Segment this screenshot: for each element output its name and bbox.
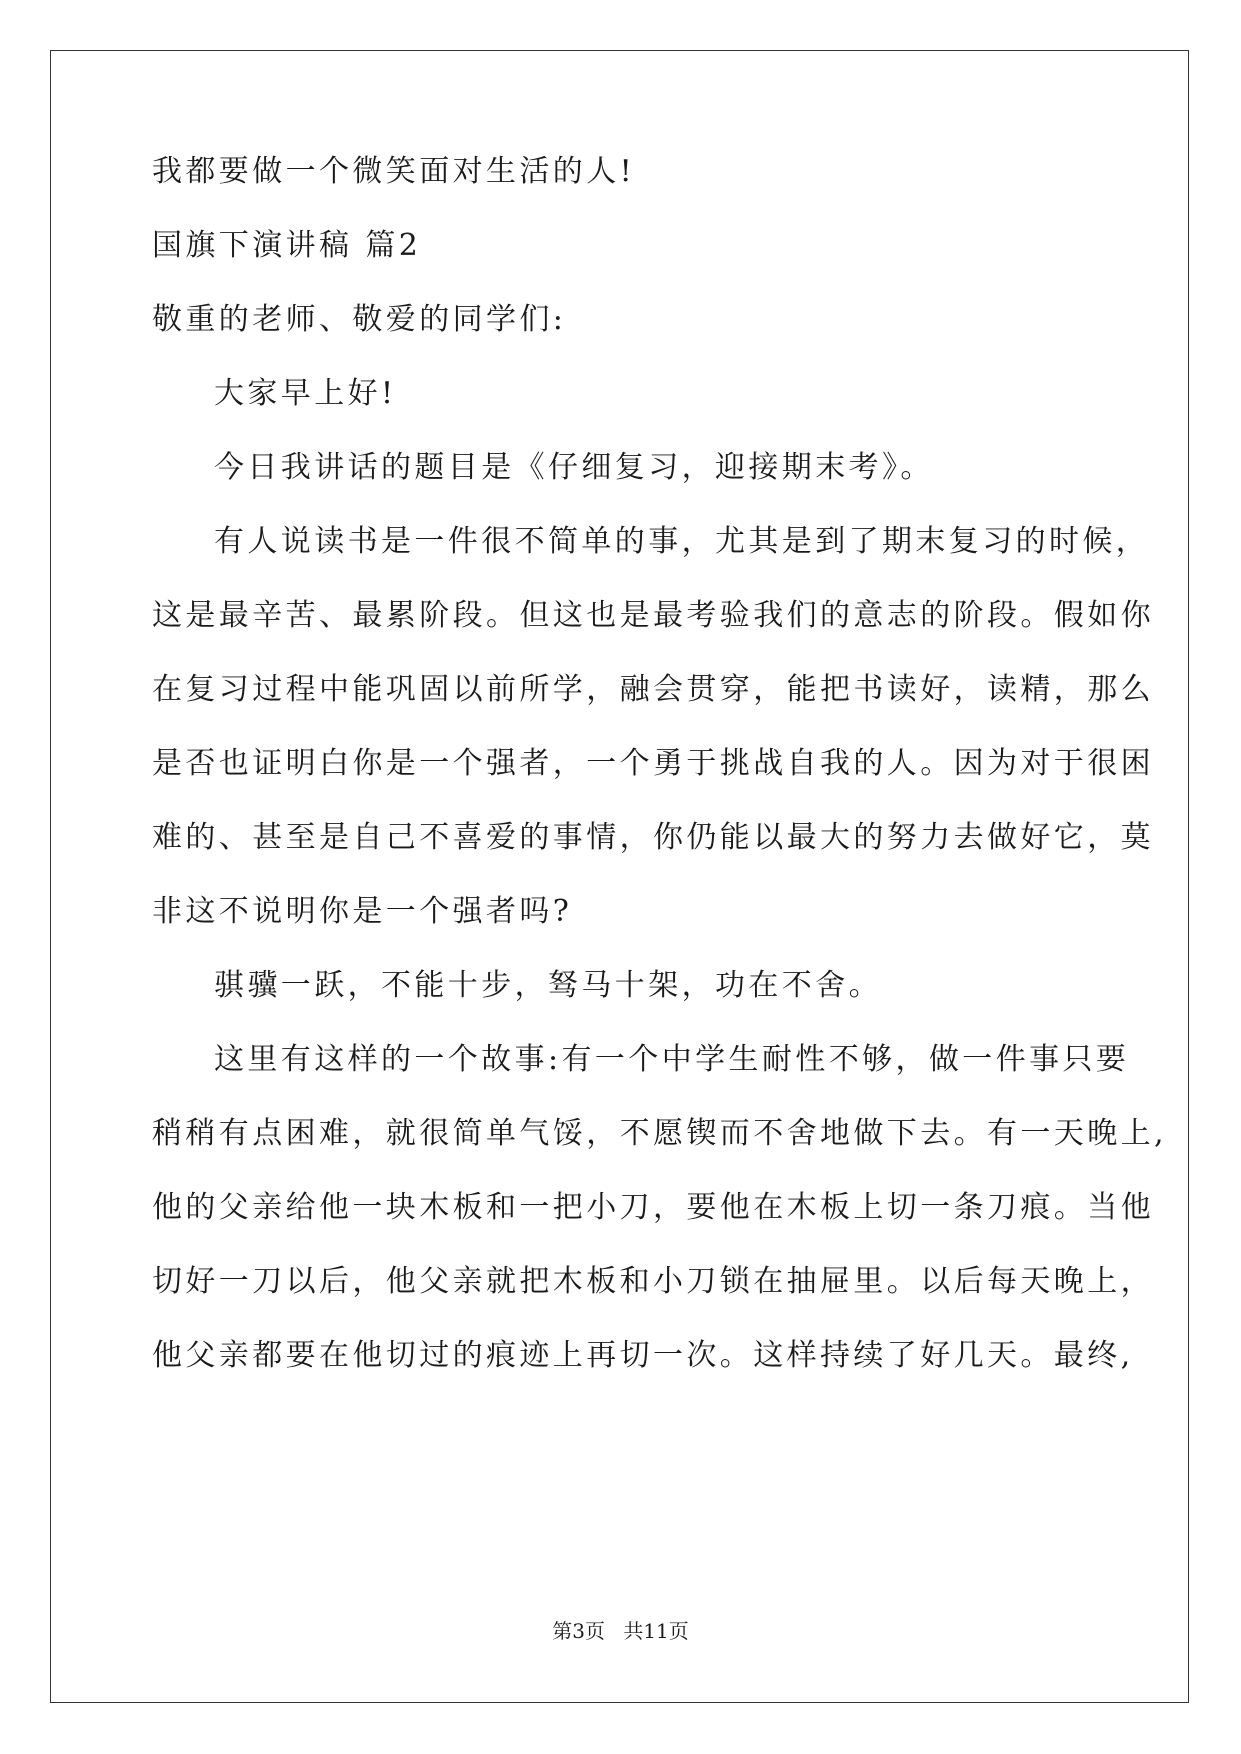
text-line: 稍稍有点困难，就很简单气馁，不愿锲而不舍地做下去。有一天晚上, (152, 1116, 1167, 1151)
text-line: 骐骥一跃，不能十步，驽马十架，功在不舍。 (214, 968, 882, 1003)
text-line: 在复习过程中能巩固以前所学，融会贯穿，能把书读好，读精，那么 (152, 672, 1154, 707)
greeting: 大家早上好! (214, 376, 397, 411)
text-line: 他父亲都要在他切过的痕迹上再切一次。这样持续了好几天。最终, (152, 1338, 1134, 1373)
section-heading: 国旗下演讲稿 篇2 (152, 228, 422, 263)
text-line: 非这不说明你是一个强者吗? (152, 894, 573, 929)
text-line: 切好一刀以后，他父亲就把木板和小刀锁在抽屉里。以后每天晚上， (152, 1264, 1154, 1299)
text-line: 这是最辛苦、最累阶段。但这也是最考验我们的意志的阶段。假如你 (152, 598, 1154, 633)
salutation: 敬重的老师、敬爱的同学们: (152, 302, 567, 337)
page-number: 第3页 (552, 1619, 605, 1643)
text-line: 有人说读书是一件很不简单的事，尤其是到了期末复习的时候， (214, 524, 1150, 559)
text-line: 我都要做一个微笑面对生活的人! (152, 154, 636, 189)
text-line: 今日我讲话的题目是《仔细复习，迎接期末考》。 (214, 450, 934, 485)
page-border (50, 50, 1189, 1703)
text-line: 这里有这样的一个故事:有一个中学生耐性不够，做一件事只要 (214, 1042, 1130, 1077)
text-line: 他的父亲给他一块木板和一把小刀，要他在木板上切一条刀痕。当他 (152, 1190, 1154, 1225)
page-total: 共11页 (623, 1619, 689, 1643)
text-line: 是否也证明白你是一个强者，一个勇于挑战自我的人。因为对于很困 (152, 746, 1154, 781)
page-footer (0, 1618, 1241, 1644)
text-line: 难的、甚至是自己不喜爱的事情，你仍能以最大的努力去做好它，莫 (152, 820, 1154, 855)
